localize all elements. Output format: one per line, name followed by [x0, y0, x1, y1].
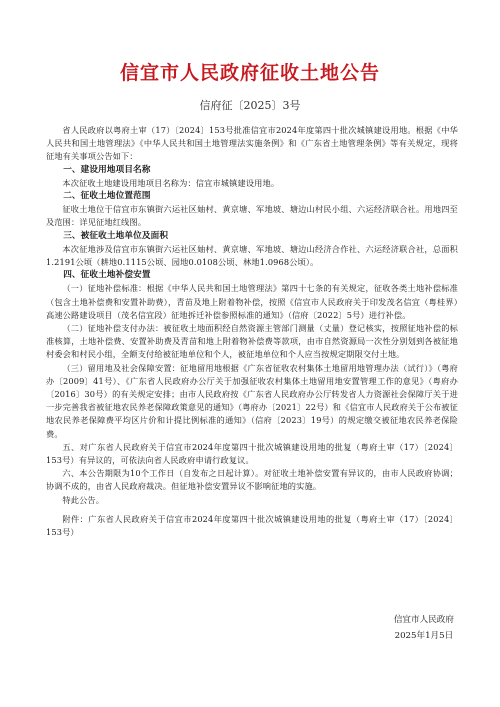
section-heading-land-units: 三、被征收土地单位及面积 — [63, 230, 169, 241]
notice-body — [46, 124, 458, 539]
notice-title: 信宜市人民政府征收土地公告 — [119, 62, 380, 84]
section-paragraph-period: 六、本公告期限为10个工作日（自发布之日起计算）。对征收土地补偿安置有异议的，由市人民政府协调；协调不成的，由省人民政府裁决。但征地补偿安置异议不影响征地的实施。 — [46, 468, 458, 492]
section-heading-project-name: 一、建设用地项目名称 — [63, 164, 151, 175]
section-paragraph-review: 五、对广东省人民政府关于信宜市2024年度第四十批次城镇建设用地的批复（粤府土审（17）〔2024〕153号）有异议的，可依法向省人民政府申请行政复议。 — [46, 441, 458, 466]
section-paragraph: （三）留用地及社会保障安置：征地留用地根据《广东省征收农村集体土地留用地管理办法（试行）》（粤府办〔2009〕41号）、《广东省人民政府办公厅关于加强征收农村集体土地留用地安置管理工作的意见》（粤府办〔2016〕30号）的有关规定安排；由市人民政府按《广东省人民政府办公厅转发省人力资源社会保障厅关于进一步完善我省被征地农民养老保障政策意见的通知》（粤府办〔2021〕22号）和《信宜市人民政府关于公布被征地农民养老保障费平均区片价和计提比例标准的通知》（信府〔2023〕19号）的规定缴交被征地农民养老保险费。 — [46, 362, 458, 439]
signature-block — [394, 612, 454, 644]
section-paragraph: 征收土地位于信宜市东镇街六运社区妯村、黄京塘、军地坡、塘边山村民小组、六运经济联合社。用地四至及范围：详见征地红线图。 — [46, 204, 458, 228]
section-heading-compensation: 四、征收土地补偿安置 — [63, 270, 151, 281]
attachment-note: 附件：广东省人民政府关于信宜市2024年度第四十批次城镇建设用地的批复（粤府土审（17）〔2024〕153号） — [46, 513, 458, 538]
intro-paragraph: 省人民政府以粤府土审（17）〔2024〕153号批准信宜市2024年度第四十批次城镇建设用地。根据《中华人民共和国土地管理法》《中华人民共和国土地管理法实施条例》和《广东省土地管理条例》等有关规定，现将征地有关事项公告如下： — [46, 125, 458, 162]
section-paragraph: 本次征收土地建设用地项目名称为：信宜市城镇建设用地。 — [62, 177, 280, 188]
issue-date: 2025年1月5日 — [394, 631, 454, 641]
document-number: 信府征〔2025〕3号 — [199, 99, 301, 112]
section-heading-location: 二、征收土地位置范围 — [63, 191, 151, 202]
issuer-name: 信宜市人民政府 — [393, 615, 454, 625]
section-paragraph: （二）征地补偿支付办法：被征收土地面积经自然资源主管部门测量（丈量）登记核实，按照征地补偿的标准核算，土地补偿费、安置补助费及青苗和地上附着物补偿费等款项，由市自然资源局一次性分别划到各被征地村委会和村民小组，全额支付给被征地单位和个人，被征地单位和个人应当按规定期限交付土地。 — [46, 323, 458, 360]
closing-line: 特此公告。 — [62, 494, 105, 505]
section-paragraph: （一）征地补偿标准：根据《中华人民共和国土地管理法》第四十七条的有关规定，征收各类土地补偿标准（包含土地补偿费和安置补助费），青苗及地上附着物补偿，按照《信宜市人民政府关于印发茂名信宜（粤桂界）高速公路建设项目（茂名信宜段）征地拆迁补偿参照标准的通知》（信府〔2022〕5号）进行补偿。 — [46, 283, 458, 320]
section-paragraph: 本次征地涉及信宜市东镇街六运社区妯村、黄京塘、军地坡、塘边山经济合作社、六运经济联合社，总面积1.2191公顷（耕地0.1115公顷、园地0.0108公顷、林地1.0968公顷）。 — [46, 243, 458, 268]
